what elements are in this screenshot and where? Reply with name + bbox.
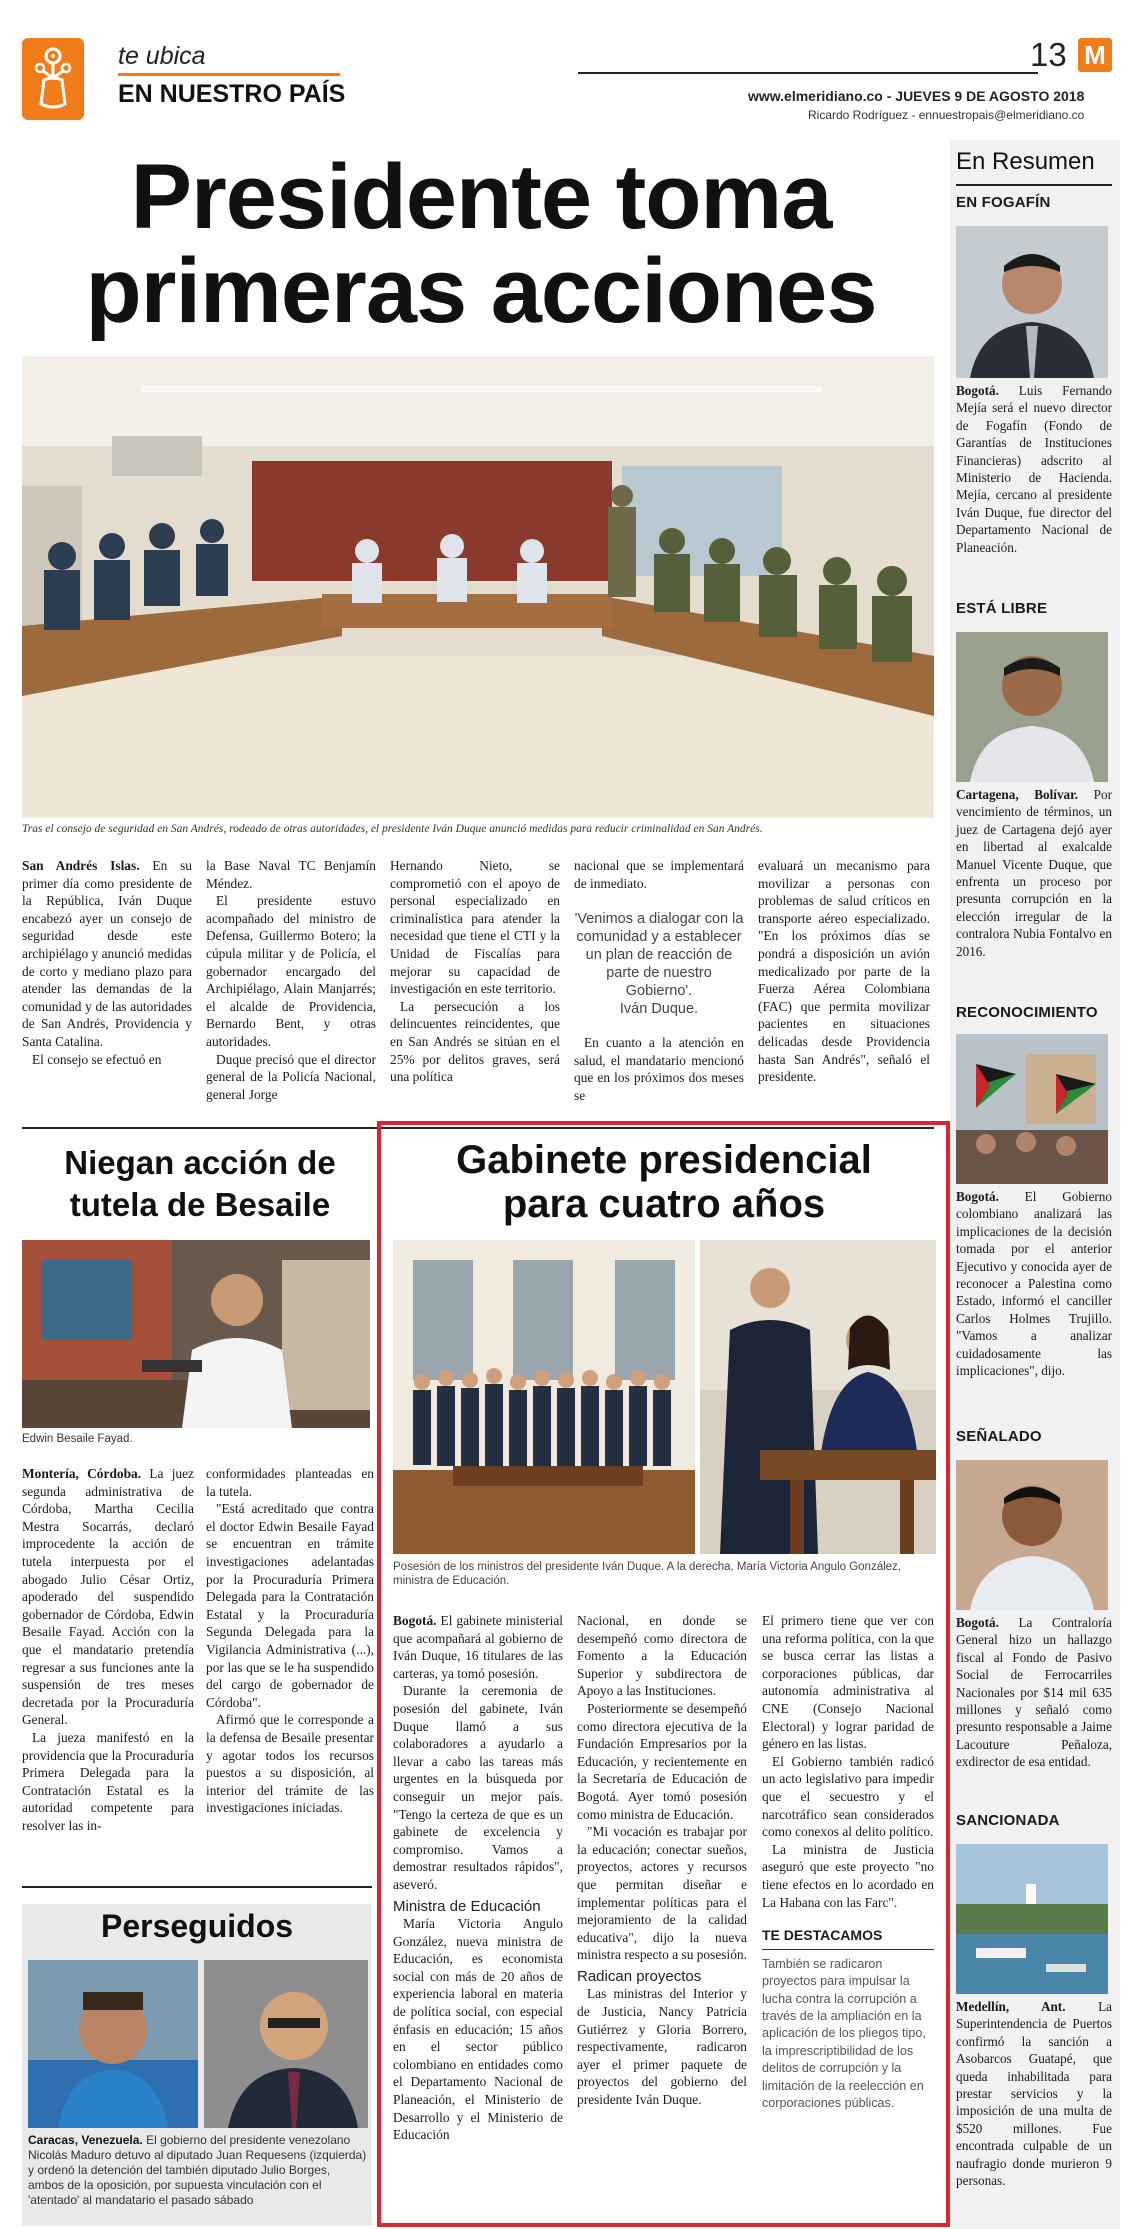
gabinete-headline (386, 1138, 942, 1226)
sidebar-text-senalado: Bogotá. La Contraloría General hizo un hallazgo fiscal al Fondo de Pasivo Social de Ferrocarriles Nacionales por $14 mil 635 millones y señaló como presunto responsable a Jaime Lacouture Peñaloza, exdirector de esa entidad. (956, 1615, 1112, 1770)
editor-line: Ricardo Rodríguez - ennuestropais@elmeridiano.co (808, 108, 1085, 122)
security-council-photo (22, 356, 934, 818)
pull-quote-author: Iván Duque. (619, 1001, 699, 1018)
section-label-top: te ubica (118, 42, 206, 70)
gabinete-col-2: Nacional, en donde se desempeñó como directora de Fomento a la Educación Superior y subdirectora de Apoyo a las Instituciones. Posteriormente se desempeñó como directora ejecutiva de la Fundación Empresarios por la Educación, y recientemente en la Secretaría de Educación de Bogotá. Ayer tomó posesión como ministra de Educación. "Mi vocación es trabajar por la educación; conectar sueños, proyectos, actores y recursos que permitan diseñar e implementar políticas para el mejoramiento de la calidad educativa", dijo la nueva ministra respecto a su posesión. Radican proyectos Las ministras del Interior y de Justicia, Nancy Patricia Gutiérrez y Gloria Borrero, respectivamente, radicaron ayer el primer paquete de proyectos del gobierno del presidente Iván Duque. (577, 1613, 747, 2108)
header-rule (578, 72, 1038, 74)
perseguidos-headline: Perseguidos (100, 1908, 294, 1944)
gabinete-headline-line2: para cuatro años (502, 1182, 826, 1226)
main-headline-line1: Presidente toma (130, 146, 832, 248)
gabinete-col-3: El primero tiene que ver con una reforma política, con la que se busca cerrar las listas a corporaciones públicas, dar autonomía administrativa al CNE (Consejo Nacional Electoral) y lograr paridad de género en las listas. El Gobierno también radicó un acto legislativo para impedir que el secuestro y el narcotráfico sean considerados como conexos al delito político. La ministra de Justicia aseguró que este proyecto "no tiene efectos en lo acordado en La Habana con las Farc". TE DESTACAMOS También se radicaron proyectos para impulsar la lucha contra la corrupción a través de la ampliación en la aplicación de los pliegos tipo, la imprescriptibilidad de los delitos de corrupción y la limitación de la reelección en corporaciones públicas. (762, 1612, 934, 2220)
main-col-3: Hernando Nieto, se comprometió con el apoyo de personal especializado en criminalística para atender la necesidad que tiene el CTI y la Unidad de Fiscalías para mejorar su capacidad de investigación en este territorio. La persecución a los delincuentes reincidentes, que en San Andrés se sitúan en el 25% por delitos graves, será una política (390, 858, 560, 1085)
page-number: 13 (1030, 36, 1067, 73)
sidebar-title: En Resumen (956, 148, 1095, 175)
tutela-headline-line1: Niegan acción de (64, 1144, 336, 1181)
main-col-5: evaluará un mecanismo para movilizar a personas con problemas de salud críticos en transporte aéreo especializado. "En los próximos días se pondrá a disposición un avión medicalizado por parte de la Fuerza Aérea Colombiana (FAC) que permita movilizar pacientes en situaciones delicadas desde Providencia hasta San Andrés", señaló el presidente. (758, 858, 930, 1085)
sidebar-title-rule (956, 184, 1112, 186)
sidebar-section-sancionada: SANCIONADA (956, 1812, 1060, 1829)
tutela-headline-line2: tutela de Besaile (69, 1186, 331, 1223)
duque-exalcalde-photo (956, 632, 1108, 782)
gabinete-col-1: Bogotá. El gabinete ministerial que acompañará al gobierno de Iván Duque, 16 titulares de las carteras, ya tomó posesión. Durante la ceremonia de posesión del gabinete, Iván Duque llamó a sus colaboradores a ayudarlo a llevar a cabo las tareas más urgentes en la búsqueda por conseguir un mejor país. "Tengo la certeza de que es un gabinete de excelencia y compromiso. Vamos a demostrar resultados rápidos", aseveró. Ministra de Educación María Victoria Angulo González, nueva ministra de Educación, es economista social con más de 20 años de experiencia laboral en materia de política social, con especial énfasis en educación; 15 años en el sector público colombiano en entidades como el Departamento Nacional de Planeación, el Ministerio de Desarrollo y el Ministerio de Educación (393, 1613, 563, 2143)
cabinet-group-photo (393, 1240, 695, 1554)
main-headline (22, 146, 940, 342)
main-dateline: San Andrés Islas. (22, 858, 140, 873)
besaile-photo (22, 1240, 370, 1428)
tutela-col-1: Montería, Córdoba. La juez segunda administrativa de Córdoba, Martha Cecilia Mestra Socarrás, declaró improcedente la acción de tutela interpuesta por el abogado Julio César Ortiz, apoderado del suspendido gobernador de Córdoba, Edwin Besaile Fayad. Acción con la que el mandatario pretendía regresar a sus funciones ante la suspensión de tres meses decretada por la Procuraduría General. La jueza manifestó en la providencia que la Procuraduría Primera Delegada para la Contratación Estatal es la autoridad competente para resolver las in- (22, 1466, 194, 1833)
mejia-photo (956, 226, 1108, 378)
sidebar-text-fogafin: Bogotá. Luis Fernando Mejía será el nuevo director de Fogafín (Fondo de Garantías de Instituciones Financieras) adscrito al Ministerio de Hacienda. Mejía, cercano al presidente Iván Duque, fue director del Departamento Nacional de Planeación. (956, 383, 1112, 555)
sidebar-text-libre: Cartagena, Bolívar. Por vencimiento de términos, un juez de Cartagena dejó ayer en libertad al exalcalde Manuel Vicente Duque, que enfrenta un proceso por presunta corrupción en la elección irregular de la contralora Nubia Fontalvo en 2016. (956, 787, 1112, 959)
pull-quote: 'Venimos a dialogar con la comunidad y a establecer un plan de reacción de parte de nuestro Gobierno'. (574, 911, 744, 1000)
guatape-photo (956, 1844, 1108, 1994)
section-divider (118, 73, 340, 76)
destacamos-title: TE DESTACAMOS (762, 1927, 934, 1950)
gabinete-dateline: Bogotá. (393, 1613, 437, 1628)
main-headline-line2: primeras acciones (85, 240, 877, 342)
sidebar-section-senalado: SEÑALADO (956, 1428, 1042, 1445)
palestina-flags-photo (956, 1034, 1108, 1184)
perseguidos-rule (22, 1886, 372, 1888)
requesens-photo (28, 1960, 198, 2128)
brand-mark: M (1078, 38, 1112, 72)
perseguidos-caption: Caracas, Venezuela. El gobierno del presidente venezolano Nicolás Maduro detuvo al diputado Juan Requesens (izquierda) y ordenó la detención del también diputado Julio Borges, ambos de la oposición, por supuesta vinculación con el 'atentado' al mandatario el pasado sábado (28, 2133, 367, 2207)
section-label-bottom: EN NUESTRO PAÍS (118, 80, 346, 108)
main-col-4: nacional que se implementará de inmediato. 'Venimos a dialogar con la comunidad y a establecer un plan de reacción de parte de nuestro Gobierno'. Iván Duque. En cuanto a la atención en salud, el mandatario mencionó que en los próximos dos meses se (574, 858, 744, 1103)
pin-figure-icon (22, 38, 84, 120)
borges-photo (204, 1960, 368, 2128)
gabinete-headline-line1: Gabinete presidencial (456, 1138, 872, 1182)
sidebar-section-libre: ESTÁ LIBRE (956, 600, 1048, 617)
main-col-2: la Base Naval TC Benjamín Méndez. El presidente estuvo acompañado del ministro de Defensa, Guillermo Botero; la cúpula militar y de Policía, el gobernador encargado del Archipiélago, Alain Manjarrés; el alcalde de Providencia, Bernardo Bent, y otras autoridades. Duque precisó que el director general de la Policía Nacional, general Jorge (206, 858, 376, 1102)
sidebar-section-reconocimiento: RECONOCIMIENTO (956, 1004, 1098, 1021)
main-photo-caption: Tras el consejo de seguridad en San Andrés, rodeado de otras autoridades, el presidente Iván Duque anunció medidas para reducir criminalidad en San Andrés. (22, 823, 763, 835)
tutela-dateline: Montería, Córdoba. (22, 1466, 142, 1481)
sidebar-text-sancionada: Medellín, Ant. La Superintendencia de Puertos confirmó la sanción a Asobarcos Guatapé, que queda inhabilitada para prestar servicios y la imposición de una multa de $520 millones. Fue encontrada culpable de un naufragio donde murieron 9 personas. (956, 1999, 1112, 2189)
lacouture-photo (956, 1460, 1108, 1610)
dateline: www.elmeridiano.co - JUEVES 9 DE AGOSTO 2018 (748, 88, 1085, 104)
angulo-signing-photo (700, 1240, 936, 1554)
destacamos-text: También se radicaron proyectos para impulsar la lucha contra la corrupción a través de la ampliación en la aplicación de los pliegos tipo, la imprescriptibilidad de los delitos de corrupción y la limitación de la reelección en corporaciones públicas. (762, 1956, 926, 2110)
section-logo (22, 38, 84, 120)
sidebar-section-fogafin: EN FOGAFÍN (956, 194, 1051, 211)
main-col-1: San Andrés Islas. En su primer día como presidente de la República, Iván Duque encabezó ayer un consejo de seguridad desde este archipiélago y anunció medidas de corto y mediano plazo para atender las demandas de la comunidad y de las autoridades de San Andrés, Providencia y Santa Catalina. El consejo se efectuó en (22, 858, 192, 1067)
tutela-headline (22, 1142, 378, 1226)
subhead-ministra: Ministra de Educación (393, 1897, 541, 1915)
tutela-col-2: conformidades planteadas en la tutela. "Está acreditado que contra el doctor Edwin Besaile Fayad se encuentran en trámite investigaciones adelantadas por la Procuraduría Primera Delegada para la Contratación Estatal y la Procuraduría Segunda Delegada para la Vigilancia Administrativa (...), por las que se le ha suspendido del cargo de gobernador de Córdoba". Afirmó que le corresponde a la defensa de Besaile presentar y agotar todos los recursos puestos a su disposición, al interior del trámite de las investigaciones iniciadas. (206, 1466, 374, 1816)
subhead-radican: Radican proyectos (577, 1967, 702, 1985)
sidebar-text-reconocimiento: Bogotá. El Gobierno colombiano analizará las implicaciones de la decisión tomada por el anterior Ejecutivo y conocida ayer de reconocer a Palestina como Estado, informó el canciller Carlos Holmes Trujillo. "Vamos a analizar cuidadosamente las implicaciones", dijo. (956, 1189, 1112, 1379)
gabinete-caption: Posesión de los ministros del presidente Iván Duque. A la derecha, María Victoria Angulo González, ministra de Educación. (393, 1561, 901, 1587)
besaile-caption: Edwin Besaile Fayad. (22, 1433, 133, 1445)
